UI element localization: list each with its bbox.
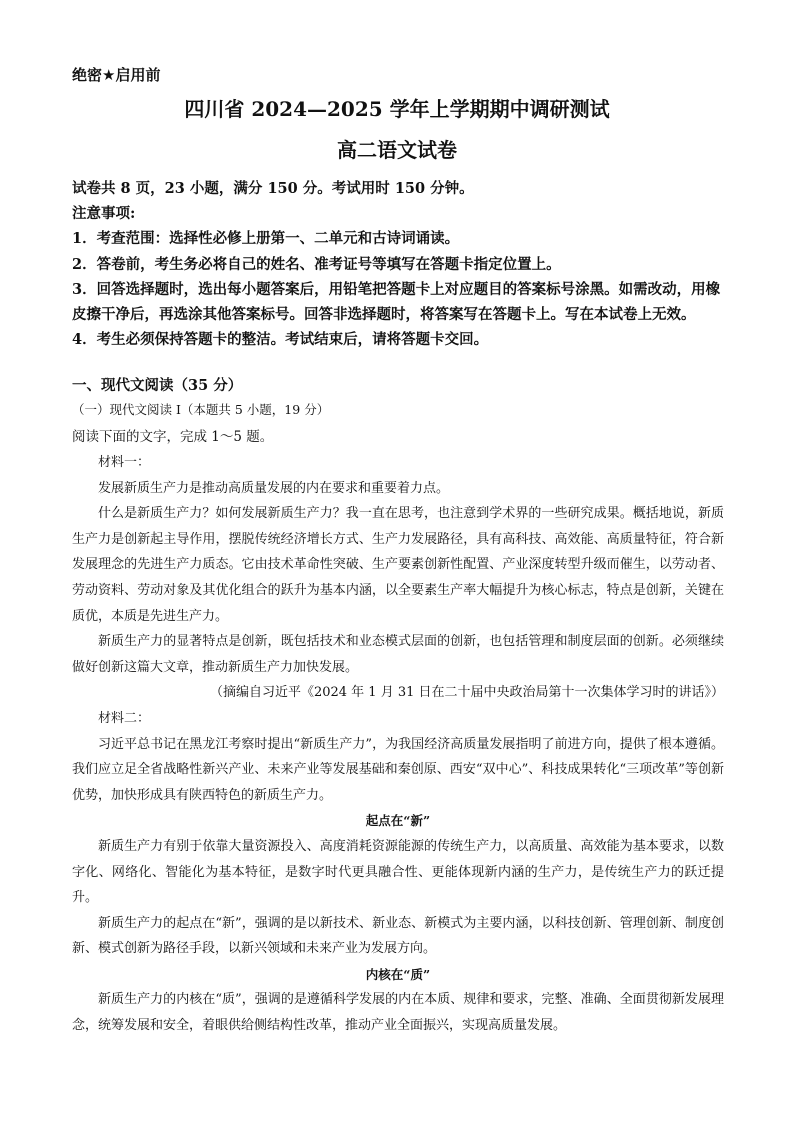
section-title: 一、现代文阅读（35 分）: [72, 377, 243, 394]
material2-paragraph: 新质生产力的内核在“质”，强调的是遵循科学发展的内在本质、规律和要求，完整、准确、全面贯彻新发展理念，统筹发展和安全，着眼供给侧结构性改革，推动产业全面振兴，实现高质量发展。: [72, 992, 724, 1034]
material1-paragraph: 发展新质生产力是推动高质量发展的内在要求和重要着力点。: [98, 480, 450, 496]
exam-subtitle: 高二语文试卷: [337, 138, 457, 162]
notes-heading: 注意事项:: [72, 205, 136, 223]
material1-paragraph: 新质生产力的显著特点是创新，既包括技术和业态模式层面的创新，也包括管理和制度层面的创新。必须继续做好创新这篇大文章，推动新质生产力加快发展。: [72, 634, 724, 675]
material2-paragraph: 新质生产力的起点在“新”，强调的是以新技术、新业态、新模式为主要内涵，以科技创新、管理创新、制度创新、模式创新为路径手段，以新兴领域和未来产业为发展方向。: [72, 915, 724, 957]
exam-title: 四川省 2024—2025 学年上学期期中调研测试: [184, 97, 610, 121]
material1-source: （摘编自习近平《2024 年 1 月 31 日在二十届中央政治局第十一次集体学习时的讲话》）: [209, 685, 724, 701]
material2-heading-quality: 内核在“质”: [365, 966, 431, 982]
material1-label: 材料一：: [98, 455, 151, 470]
material1-paragraph: 什么是新质生产力？如何发展新质生产力？我一直在思考，也注意到学术界的一些研究成果。概括地说，新质生产力是创新起主导作用，摆脱传统经济增长方式、生产力发展路径，具有高科技、高效能、高质量特征，符合新发展理念的先进生产力质态。它由技术革命性突破、生产要素创新性配置、产业深度转型升级而催生，以劳动者、劳动资料、劳动对象及其优化组合的跃升为基本内涵，以全要素生产率大幅提升为核心标志，特点是创新，关键在质优，本质是先进生产力。: [72, 506, 724, 624]
section-subtitle: （一）现代文阅读 I（本题共 5 小题，19 分）: [72, 402, 330, 417]
note-item: 1．考查范围：选择性必修上册第一、二单元和古诗词诵读。: [72, 230, 460, 248]
material2-label: 材料二：: [98, 710, 151, 726]
exam-info: 试卷共 8 页，23 小题，满分 150 分。考试用时 150 分钟。: [72, 180, 474, 197]
exam-notes: [72, 176, 724, 352]
section-instruction: 阅读下面的文字，完成 1～5 题。: [72, 429, 274, 445]
material2-intro: 习近平总书记在黑龙江考察时提出“新质生产力”，为我国经济高质量发展指明了前进方向，提供了根本遵循。我们应立足全省战略性新兴产业、未来产业等发展基础和秦创原、西安“双中心”、科技成果转化“三项改革”等创新优势，加快形成具有陕西特色的新质生产力。: [72, 736, 724, 803]
material2-heading-new: 起点在“新”: [365, 813, 431, 829]
reading-passage: [72, 450, 724, 1039]
note-item: 4．考生必须保持答题卡的整洁。考试结束后，请将答题卡交回。: [72, 331, 489, 349]
note-item: 3．回答选择题时，选出每小题答案后，用铅笔把答题卡上对应题目的答案标号涂黑。如需改动，用橡皮擦干净后，再选涂其他答案标号。回答非选择题时，将答案写在答题卡上。写在本试卷上无效。: [72, 280, 721, 324]
secret-mark: 绝密★启用前: [72, 66, 161, 84]
note-item: 2．答卷前，考生务必将自己的姓名、准考证号等填写在答题卡指定位置上。: [72, 255, 561, 273]
material2-paragraph: 新质生产力有别于依靠大量资源投入、高度消耗资源能源的传统生产力，以高质量、高效能为基本要求，以数字化、网络化、智能化为基本特征，是数字时代更具融合性、更能体现新内涵的生产力，是传统生产力的跃迁提升。: [72, 838, 724, 906]
